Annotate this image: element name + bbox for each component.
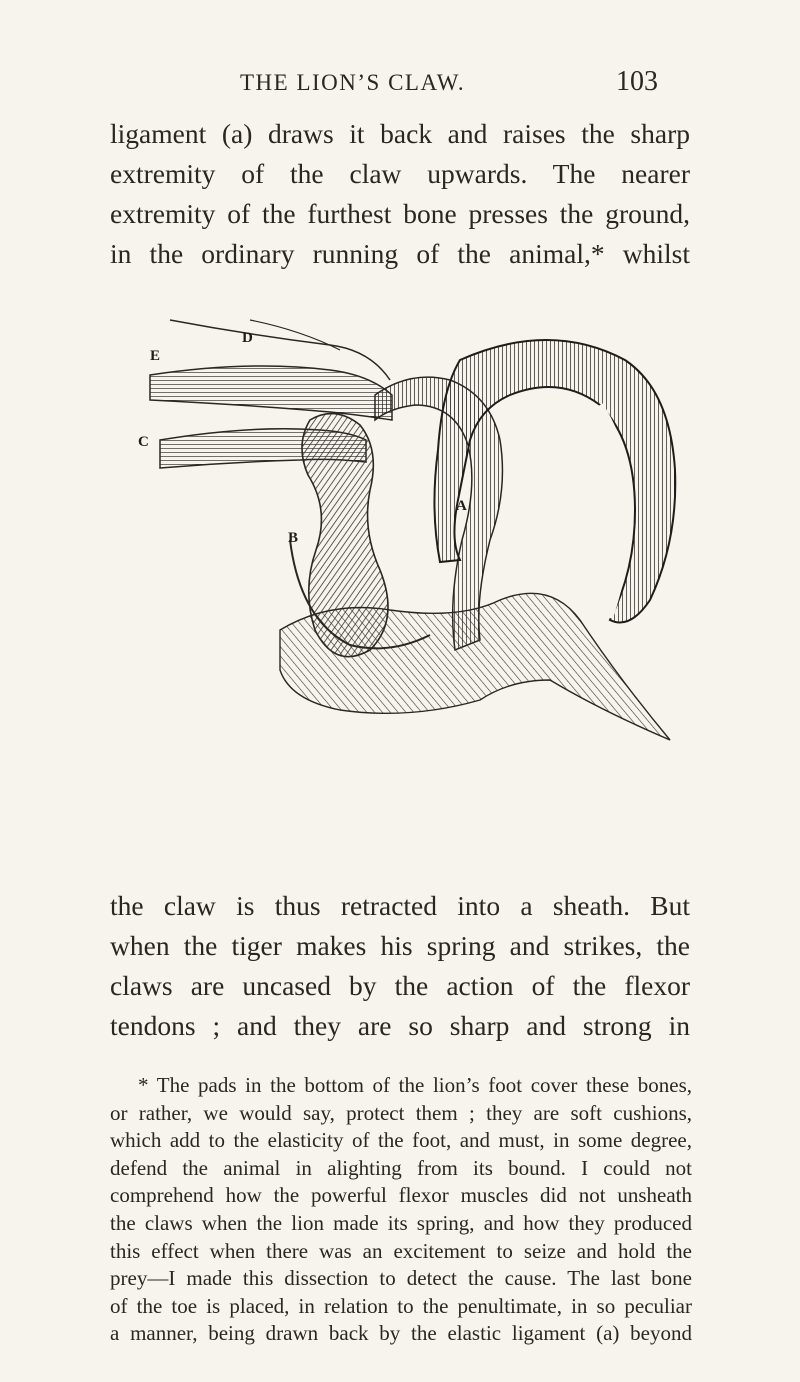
- figure-label-b: B: [288, 530, 299, 546]
- footnote-line: prey—I made this dissection to detect the cause. The last bone: [110, 1266, 692, 1291]
- claw-dissection-figure: [130, 300, 690, 770]
- text-line: extremity of the furthest bone presses the ground,: [110, 198, 690, 229]
- footnote-line: or rather, we would say, protect them ; they are soft cushions,: [110, 1100, 692, 1125]
- text-line: claws are uncased by the action of the flexor: [110, 970, 690, 1001]
- footnote-line: of the toe is placed, in relation to the penultimate, in so peculiar: [110, 1293, 692, 1318]
- figure-label-e: E: [150, 348, 161, 364]
- footnote: [110, 1072, 692, 1348]
- footnote-line: * The pads in the bottom of the lion’s foot cover these bones,: [138, 1073, 692, 1097]
- footnote-line: defend the animal in alighting from its bound. I could not: [110, 1155, 692, 1180]
- text-line: in the ordinary running of the animal,* whilst: [110, 238, 690, 269]
- text-line: the claw is thus retracted into a sheath. But: [110, 890, 690, 921]
- figure-label-d: D: [242, 330, 253, 346]
- page-number: 103: [616, 66, 658, 97]
- footnote-line: which add to the elasticity of the foot, and must, in some degree,: [110, 1128, 692, 1153]
- running-head: THE LION’S CLAW.: [240, 70, 466, 95]
- text-line: tendons ; and they are so sharp and strong in: [110, 1010, 690, 1041]
- text-line: extremity of the claw upwards. The nearer: [110, 158, 690, 189]
- figure-label-c: C: [138, 434, 149, 450]
- footnote-line: a manner, being drawn back by the elastic ligament (a) beyond: [110, 1321, 692, 1346]
- footnote-line: comprehend how the powerful flexor muscles did not unsheath: [110, 1183, 692, 1208]
- claw-engraving: [130, 300, 690, 770]
- paragraph-bottom: [110, 886, 690, 1046]
- text-line: ligament (a) draws it back and raises the sharp: [110, 118, 690, 149]
- text-line: when the tiger makes his spring and strikes, the: [110, 930, 690, 961]
- footnote-line: this effect when there was an excitement to seize and hold the: [110, 1238, 692, 1263]
- footnote-line: the claws when the lion made its spring, and how they produced: [110, 1210, 692, 1235]
- figure-label-a: A: [456, 498, 467, 514]
- page-header: [0, 66, 800, 106]
- paragraph-top: [110, 114, 690, 274]
